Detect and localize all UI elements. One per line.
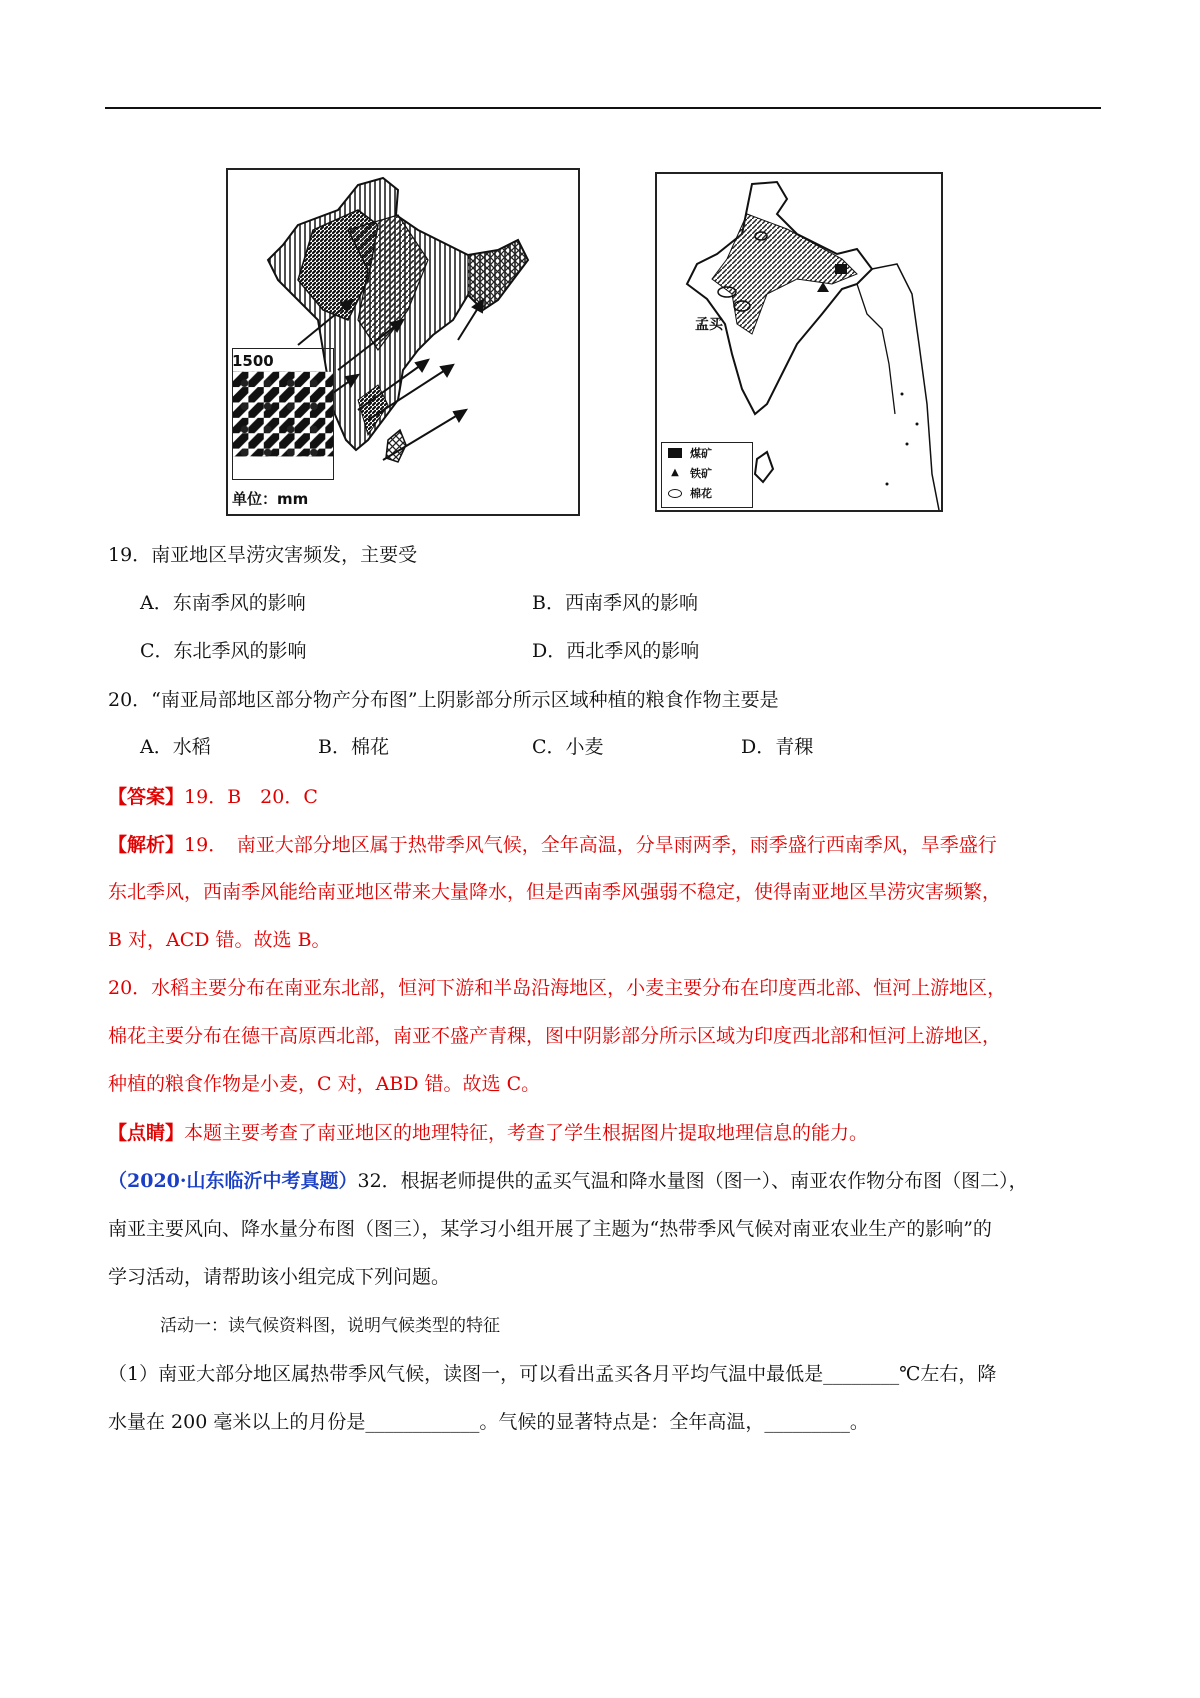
tip-tag: 【点睛】 xyxy=(108,1122,185,1144)
q20-stem: 20．“南亚局部地区部分物产分布图”上阴影部分所示区域种植的粮食作物主要是 xyxy=(108,689,779,711)
cotton-icon xyxy=(668,489,682,498)
resources-map xyxy=(655,172,943,512)
map-unit-label: 单位：mm xyxy=(232,490,309,508)
legend-item-cotton xyxy=(662,483,752,503)
q20-option-b: B．棉花 xyxy=(318,736,389,758)
q32-line-1 xyxy=(108,1169,1028,1193)
q32-source: （2020·山东临沂中考真题） xyxy=(108,1170,358,1192)
q20-option-c: C．小麦 xyxy=(532,736,604,758)
tip-line xyxy=(108,1121,868,1145)
q19-option-c: C．东北季风的影响 xyxy=(140,640,307,662)
q19-option-b: B．西南季风的影响 xyxy=(532,592,698,614)
q19-option-d: D．西北季风的影响 xyxy=(532,640,700,662)
tip-text: 本题主要考查了南亚地区的地理特征，考查了学生根据图片提取地理信息的能力。 xyxy=(184,1122,869,1144)
legend-value: 1500 xyxy=(232,352,274,370)
answer-tag: 【答案】 xyxy=(108,786,185,808)
precipitation-wind-map xyxy=(226,168,580,516)
q19-option-a: A．东南季风的影响 xyxy=(140,592,306,614)
header-rule xyxy=(105,107,1101,109)
analysis-line-6: 种植的粮食作物是小麦，C 对，ABD 错。故选 C。 xyxy=(108,1073,541,1095)
analysis-line-3: B 对，ACD 错。故选 B。 xyxy=(108,929,331,951)
analysis-line-5: 棉花主要分布在德干高原西北部，南亚不盛产青稞，图中阴影部分所示区域为印度西北部和恒河上游地区， xyxy=(108,1025,1002,1047)
q32-sub1-line-2: 水量在 200 毫米以上的月份是____________。气候的显著特点是：全年高温，_________。 xyxy=(108,1411,869,1433)
resources-legend xyxy=(661,442,753,508)
coal-icon xyxy=(668,448,682,458)
analysis-line-2: 东北季风，西南季风能给南亚地区带来大量降水，但是西南季风强弱不稳定，使得南亚地区旱涝灾害频繁， xyxy=(108,881,1002,903)
answer-line xyxy=(108,785,318,809)
analysis-tag: 【解析】 xyxy=(108,834,185,856)
q20-option-d: D．青稞 xyxy=(741,736,814,758)
q20-option-a: A．水稻 xyxy=(140,736,211,758)
dotted-swatch xyxy=(232,348,334,480)
analysis-line-4: 20．水稻主要分布在南亚东北部，恒河下游和半岛沿海地区，小麦主要分布在印度西北部、恒河上游地区， xyxy=(108,977,1007,999)
triangle-icon: ▲ xyxy=(671,467,679,478)
legend-label: 铁矿 xyxy=(690,467,712,480)
legend-label: 煤矿 xyxy=(690,447,712,460)
legend-item-iron xyxy=(662,463,752,483)
legend-item xyxy=(232,452,332,478)
legend-label: 棉花 xyxy=(690,487,712,500)
activity-one: 活动一：读气候资料图，说明气候类型的特征 xyxy=(160,1316,500,1336)
q19-stem: 19．南亚地区旱涝灾害频发，主要受 xyxy=(108,544,418,566)
mumbai-label: 孟买 xyxy=(695,317,723,333)
analysis-text: 19． 南亚大部分地区属于热带季风气候，全年高温，分旱雨两季，雨季盛行西南季风，旱季盛行 xyxy=(184,834,997,856)
legend-item-coal xyxy=(662,443,752,463)
q32-line-2: 南亚主要风向、降水量分布图（图三），某学习小组开展了主题为“热带季风气候对南亚农业生产的影响”的 xyxy=(108,1218,992,1240)
precipitation-legend xyxy=(232,348,332,478)
q32-sub1-line-1: （1）南亚大部分地区属热带季风气候，读图一，可以看出孟买各月平均气温中最低是________℃左右，降 xyxy=(108,1363,997,1385)
answer-text: 19．B 20．C xyxy=(184,786,318,808)
analysis-line-1 xyxy=(108,833,997,857)
q32-text: 32．根据老师提供的孟买气温和降水量图（图一）、南亚农作物分布图（图二）， xyxy=(357,1170,1028,1192)
q32-line-3: 学习活动，请帮助该小组完成下列问题。 xyxy=(108,1266,451,1288)
